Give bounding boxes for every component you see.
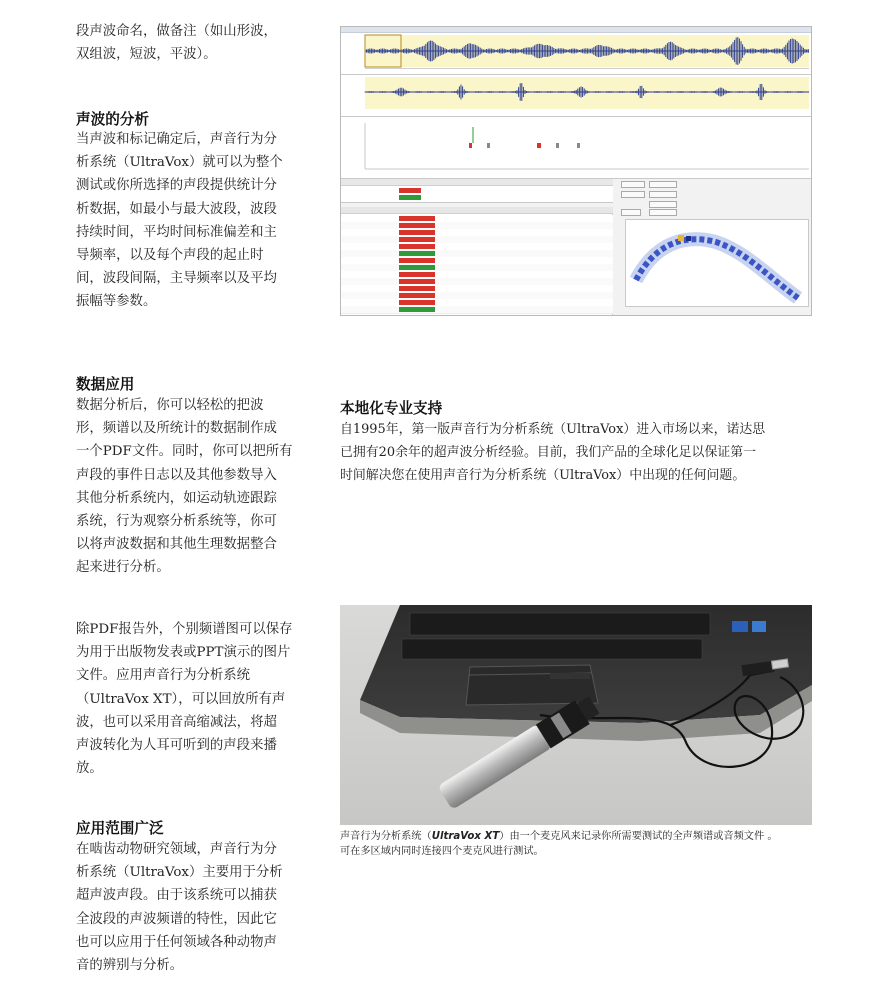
row-color-swatch — [399, 272, 435, 277]
call-definition-table — [341, 179, 613, 203]
data-app-heading: 数据应用 — [76, 376, 135, 393]
intro-paragraph — [76, 20, 277, 66]
caption-suffix: ）由一个麦克风来记录你所需要测试的全声频谱或音频文件 。 — [499, 831, 778, 842]
data-app-line: 声段的事件日志以及其他参数导入 — [76, 467, 277, 483]
waveform-zoom-trace — [341, 75, 812, 117]
edit-button[interactable] — [649, 181, 677, 188]
pdf-report-line: 为用于出版物发表或PPT演示的图片 — [76, 645, 291, 661]
product-photo-caption — [340, 829, 778, 859]
call-definition-color — [399, 188, 421, 193]
row-color-swatch — [399, 230, 435, 235]
pdf-report-line: 声波转化为人耳可听到的声段来播 — [76, 738, 277, 754]
localization-paragraph — [340, 418, 765, 488]
pdf-report-paragraph — [76, 618, 293, 780]
pdf-report-line: 除PDF报告外，个别频谱图可以保存 — [76, 622, 293, 637]
laptop-microphone-illustration — [340, 605, 812, 825]
caption-line-1 — [340, 829, 778, 844]
scope-line: 全波段的声波频谱的特性，因此它 — [76, 911, 277, 927]
call-definition-color — [399, 195, 421, 200]
apply-to-all-button[interactable] — [649, 201, 677, 208]
analysis-line: 振幅等参数。 — [76, 294, 157, 310]
analysis-line: 当声波和标记确定后，声音行为分 — [76, 132, 277, 147]
info-button[interactable] — [649, 209, 677, 216]
data-app-line: 数据分析后，你可以轻松的把波 — [76, 398, 264, 413]
analysis-line: 析系统（UltraVox）就可以为整个 — [76, 155, 283, 171]
clear-button[interactable] — [621, 209, 641, 216]
scope-paragraph — [76, 838, 283, 977]
row-color-swatch — [399, 307, 435, 312]
analysis-paragraph — [76, 128, 283, 314]
scope-line: 音的辨别与分析。 — [76, 958, 184, 974]
localization-line: 时间解决您在使用声音行为分析系统（UltraVox）中出现的任何问题。 — [340, 468, 746, 484]
caption-line-2: 可在多区域内同时连接四个麦克风进行测试。 — [340, 846, 544, 857]
data-app-line: 起来进行分析。 — [76, 560, 170, 576]
caption-prefix: 声音行为分析系统（ — [340, 831, 432, 842]
call-event-plot — [341, 117, 812, 179]
apply-button[interactable] — [649, 191, 677, 198]
row-color-swatch — [399, 293, 435, 298]
data-app-line: 系统，行为观察分析系统等，你可 — [76, 514, 277, 530]
row-color-swatch — [399, 223, 435, 228]
localization-line: 已拥有20余年的超声波分析经验。目前，我们产品的全球化足以保证第一 — [340, 445, 757, 461]
pdf-report-line: 文件。应用声音行为分析系统 — [76, 668, 251, 684]
call-event-panel — [341, 117, 812, 179]
ultravox-software-screenshot — [340, 26, 812, 316]
data-grid-body — [341, 215, 613, 315]
analysis-line: 析数据，如最小与最大波段，波段 — [76, 201, 277, 217]
data-grid-row[interactable] — [341, 306, 613, 314]
row-color-swatch — [399, 244, 435, 249]
analysis-heading: 声波的分析 — [76, 111, 149, 128]
row-color-swatch — [399, 286, 435, 291]
data-app-line: 其他分析系统内，如运动轨迹跟踪 — [76, 490, 277, 506]
scope-line: 在啮齿动物研究领域，声音行为分 — [76, 842, 277, 857]
analysis-line: 导频率，以及每个声段的起止时 — [76, 248, 264, 264]
ultravox-xt-product-photo — [340, 605, 812, 825]
row-color-swatch — [399, 279, 435, 284]
waveform-panel-full — [341, 33, 812, 75]
waveform-time-axis — [365, 68, 809, 73]
data-app-line: 形，频谱以及所统计的数据制作成 — [76, 421, 277, 437]
waveform-panel-zoom — [341, 75, 812, 117]
analysis-line: 持续时间，平均时间标准偏差和主 — [76, 224, 277, 240]
row-color-swatch — [399, 265, 435, 270]
scope-heading: 应用范围广泛 — [76, 820, 164, 837]
intro-line: 双组波，短波，平波）。 — [76, 47, 217, 63]
call-data-grid — [341, 207, 613, 316]
add-button[interactable] — [621, 181, 645, 188]
data-grid-header — [341, 207, 613, 214]
remove-button[interactable] — [621, 191, 645, 198]
scope-line: 析系统（UltraVox）主要用于分析 — [76, 865, 283, 881]
definition-button-group — [615, 179, 812, 219]
spectrogram-image — [626, 220, 810, 308]
row-color-swatch — [399, 216, 435, 221]
caption-product-name: UltraVox XT — [431, 831, 500, 842]
pdf-report-line: 放。 — [76, 761, 103, 777]
intro-line: 段声波命名，做备注（如山形波， — [76, 24, 277, 39]
scope-line: 超声波声段。由于该系统可以捕获 — [76, 888, 277, 904]
data-app-line: 一个PDF文件。同时，你可以把所有 — [76, 444, 293, 460]
pdf-report-line: （UltraVox XT），可以回放所有声 — [76, 691, 286, 707]
localization-heading: 本地化专业支持 — [340, 400, 443, 417]
row-color-swatch — [399, 251, 435, 256]
row-color-swatch — [399, 258, 435, 263]
analysis-line: 测试或你所选择的声段提供统计分 — [76, 178, 277, 194]
analysis-line: 间，波段间隔，主导频率以及平均 — [76, 271, 277, 287]
call-definition-header — [341, 179, 613, 186]
data-app-line: 以将声波数据和其他生理数据整合 — [76, 537, 277, 553]
scope-line: 也可以应用于任何领域各种动物声 — [76, 934, 277, 950]
row-color-swatch — [399, 300, 435, 305]
pdf-report-line: 波，也可以采用音高缩减法，将超 — [76, 714, 277, 730]
data-app-paragraph — [76, 394, 293, 580]
localization-line: 自1995年，第一版声音行为分析系统（UltraVox）进入市场以来，诺达思 — [340, 422, 766, 437]
spectrogram-panel — [625, 219, 809, 307]
row-color-swatch — [399, 237, 435, 242]
